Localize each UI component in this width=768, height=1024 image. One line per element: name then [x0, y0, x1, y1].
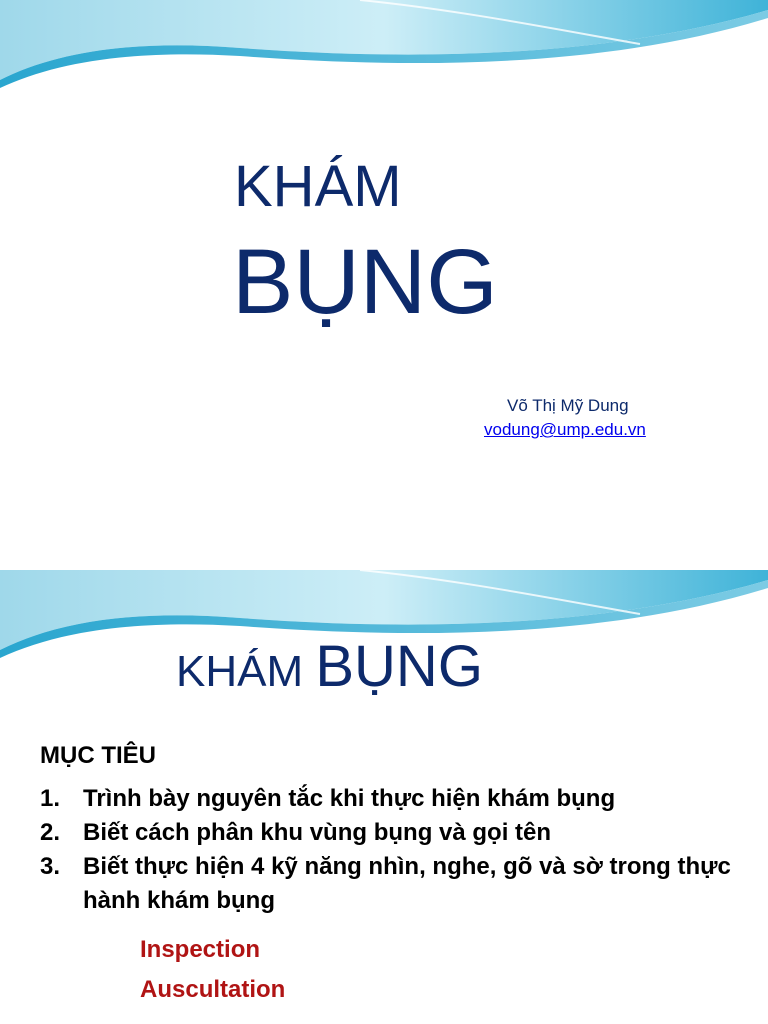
- slide-title-part-2: BỤNG: [315, 634, 483, 699]
- objectives-heading: MỤC TIÊU: [40, 742, 156, 769]
- list-item: [40, 816, 740, 850]
- skill-auscultation: Auscultation: [140, 976, 286, 1003]
- list-item-number: 3.: [40, 853, 61, 880]
- list-item: [40, 850, 740, 918]
- list-item-text: Biết cách phân khu vùng bụng và gọi tên: [83, 819, 552, 846]
- objectives-list: [40, 782, 740, 918]
- list-item-number: 2.: [40, 819, 61, 846]
- title-line-2: BỤNG: [232, 231, 498, 333]
- list-item: [40, 782, 740, 816]
- objectives-slide: [0, 570, 768, 1024]
- wave-header-decoration: [0, 0, 768, 110]
- slide-title-part-1: KHÁM: [176, 647, 316, 696]
- author-name: Võ Thị Mỹ Dung: [507, 396, 629, 415]
- skill-inspection: Inspection: [140, 936, 261, 963]
- author-email-link[interactable]: vodung@ump.edu.vn: [484, 420, 646, 439]
- slide-title: [176, 634, 483, 699]
- list-item-text: Biết thực hiện 4 kỹ năng nhìn, nghe, gõ và sờ trong thực hành khám bụng: [83, 853, 731, 914]
- title-line-1: KHÁM: [234, 154, 402, 219]
- list-item-text: Trình bày nguyên tắc khi thực hiện khám bụng: [83, 785, 616, 812]
- list-item-number: 1.: [40, 785, 61, 812]
